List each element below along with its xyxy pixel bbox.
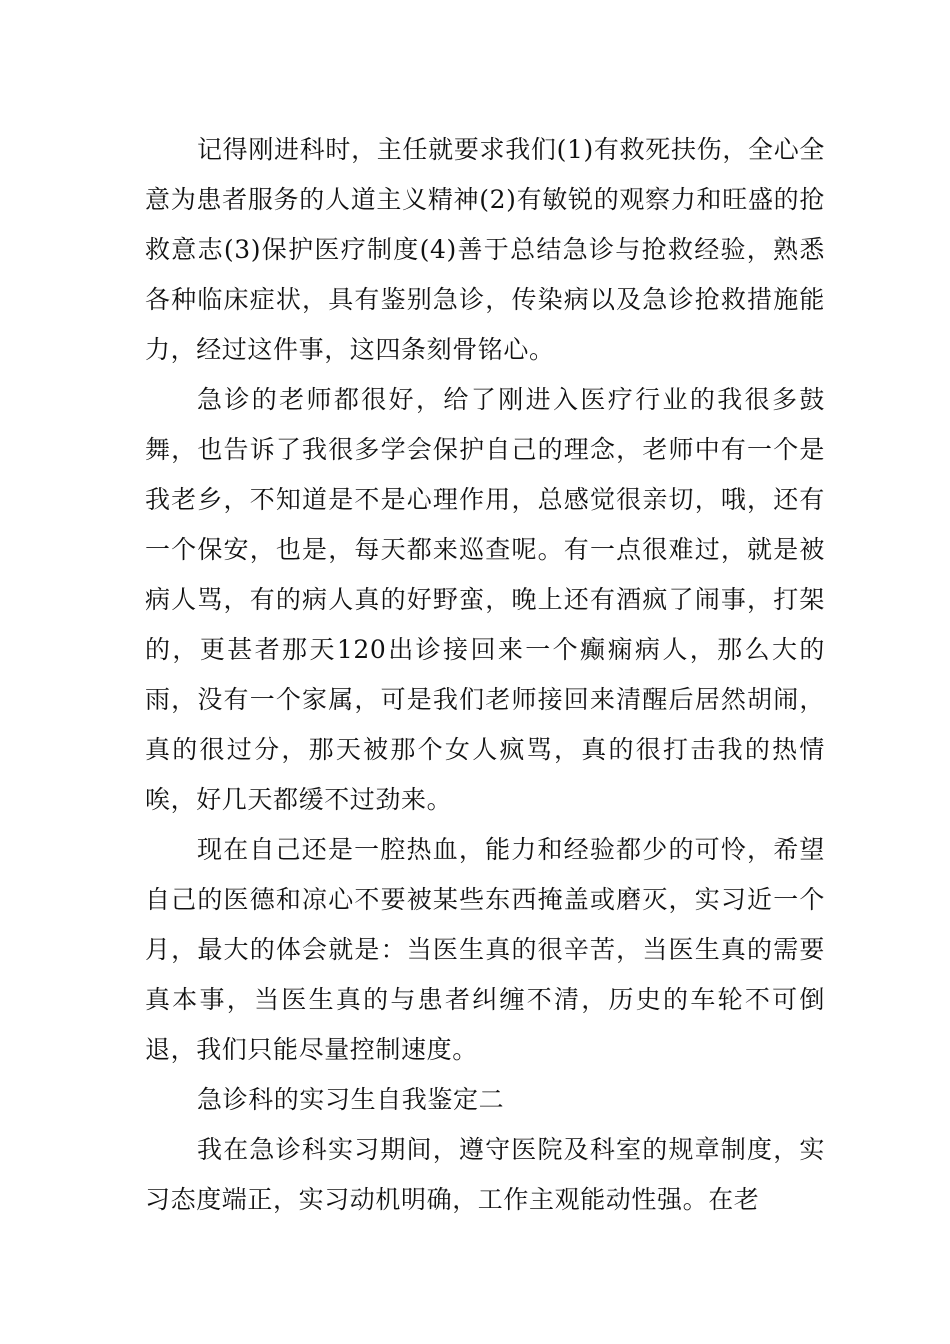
paragraph-1: 记得刚进科时，主任就要求我们(1)有救死扶伤，全心全意为患者服务的人道主义精神(2)有敏锐的观察力和旺盛的抢救意志(3)保护医疗制度(4)善于总结急诊与抢救经验，熟悉各种临床症状，具有鉴别急诊，传染病以及急诊抢救措施能力，经过这件事，这四条刻骨铭心。 [145,135,825,364]
paragraph-4: 我在急诊科实习期间，遵守医院及科室的规章制度，实习态度端正，实习动机明确，工作主观能动性强。在老 [145,1135,825,1214]
paragraph-2: 急诊的老师都很好，给了刚进入医疗行业的我很多鼓舞，也告诉了我很多学会保护自己的理念，老师中有一个是我老乡，不知道是不是心理作用，总感觉很亲切，哦，还有一个保安，也是，每天都来巡查呢。有一点很难过，就是被病人骂，有的病人真的好野蛮，晚上还有酒疯了闹事，打架的，更甚者那天120出诊接回来一个癫痫病人，那么大的雨，没有一个家属，可是我们老师接回来清醒后居然胡闹，真的很过分，那天被那个女人疯骂，真的很打击我的热情唉，好几天都缓不过劲来。 [145,385,825,814]
section-heading: 急诊科的实习生自我鉴定二 [197,1085,505,1114]
document-body [145,125,825,1225]
paragraph-3: 现在自己还是一腔热血，能力和经验都少的可怜，希望自己的医德和凉心不要被某些东西掩盖或磨灭，实习近一个月，最大的体会就是：当医生真的很辛苦，当医生真的需要真本事，当医生真的与患者纠缠不清，历史的车轮不可倒退，我们只能尽量控制速度。 [145,835,825,1064]
